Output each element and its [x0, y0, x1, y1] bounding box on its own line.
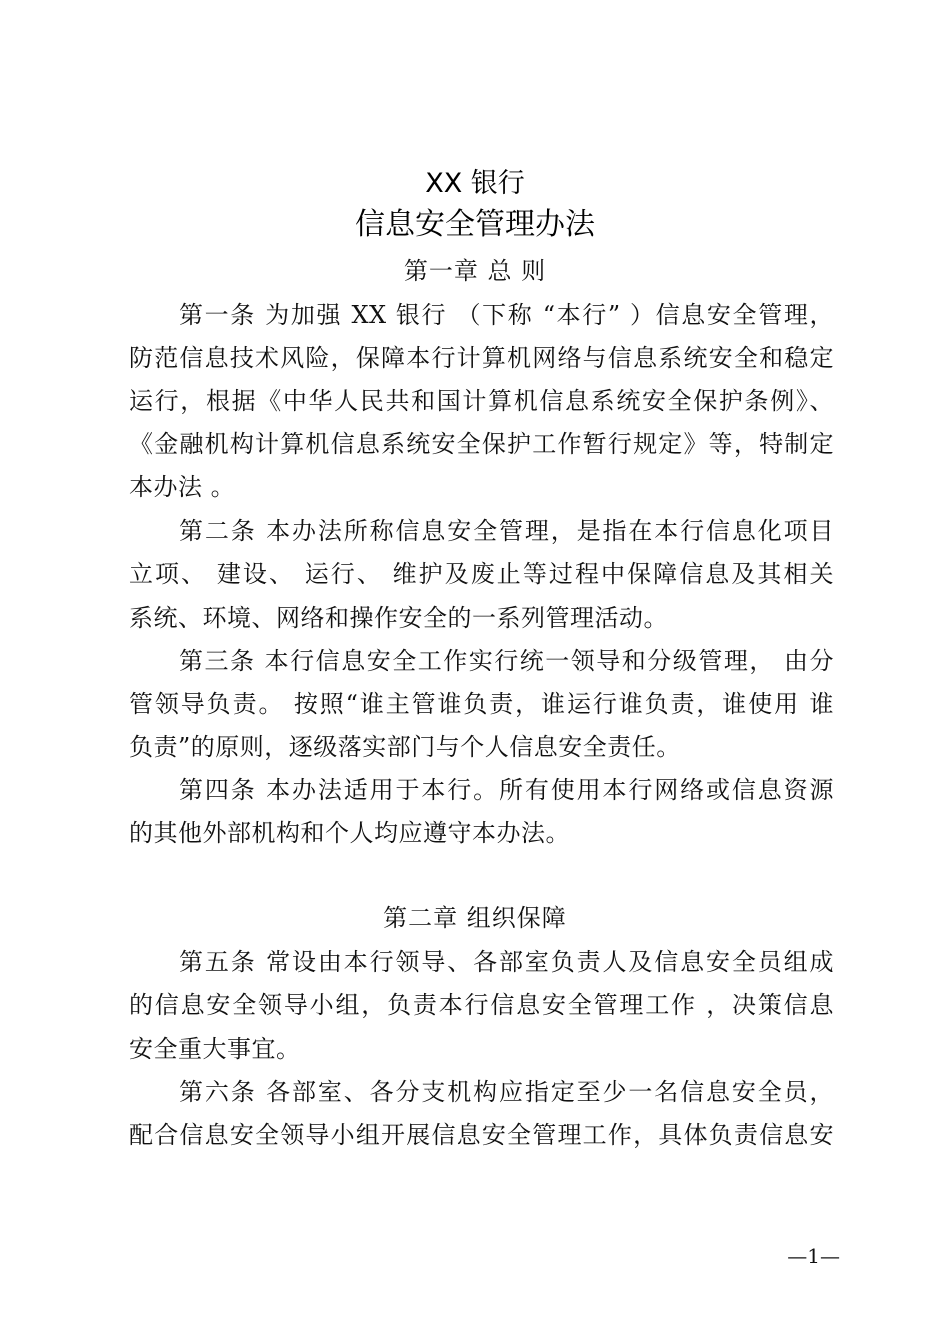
article-line: 配合信息安全领导小组开展信息安全管理工作，具体负责信息安: [129, 1121, 834, 1149]
document-title: 信息安全管理办法: [355, 207, 595, 242]
article-line: 安全重大事宜。: [129, 1035, 301, 1063]
article-line: 的信息安全领导小组，负责本行信息安全管理工作 ，决策信息: [129, 991, 834, 1019]
article-line: 第三条 本行信息安全工作实行统一领导和分级管理， 由分: [179, 647, 834, 675]
article-line: 的其他外部机构和个人均应遵守本办法。: [129, 819, 570, 847]
article-line: 第一条 为加强 XX 银行 （下称 “本行” ）信息安全管理，: [179, 301, 834, 329]
page-number: —1—: [787, 1244, 840, 1268]
article-line: 负责”的原则，逐级落实部门与个人信息安全责任。: [129, 733, 681, 761]
article-line: 立项、 建设、 运行、 维护及废止等过程中保障信息及其相关: [129, 560, 834, 588]
article-line: 《金融机构计算机信息系统安全保护工作暂行规定》等，特制定: [129, 430, 834, 458]
article-line: 第二条 本办法所称信息安全管理，是指在本行信息化项目: [179, 517, 834, 545]
article-line: 第六条 各部室、各分支机构应指定至少一名信息安全员，: [179, 1078, 834, 1106]
article-line: 第四条 本办法适用于本行。所有使用本行网络或信息资源: [179, 776, 834, 804]
chapter-heading: 第一章 总 则: [403, 257, 547, 285]
article-line: 运行，根据《中华人民共和国计算机信息系统安全保护条例》、: [129, 387, 834, 415]
article-line: 管领导负责。 按照“谁主管谁负责，谁运行谁负责，谁使用 谁: [129, 690, 834, 718]
document-title-bank: XX 银行: [425, 168, 525, 199]
article-line: 本办法 。: [129, 473, 236, 501]
article-line: 第五条 常设由本行领导、各部室负责人及信息安全员组成: [179, 948, 834, 976]
article-line: 防范信息技术风险，保障本行计算机网络与信息系统安全和稳定: [129, 344, 834, 372]
article-line: 系统、环境、网络和操作安全的一系列管理活动。: [129, 604, 668, 632]
chapter-heading: 第二章 组织保障: [383, 904, 567, 932]
